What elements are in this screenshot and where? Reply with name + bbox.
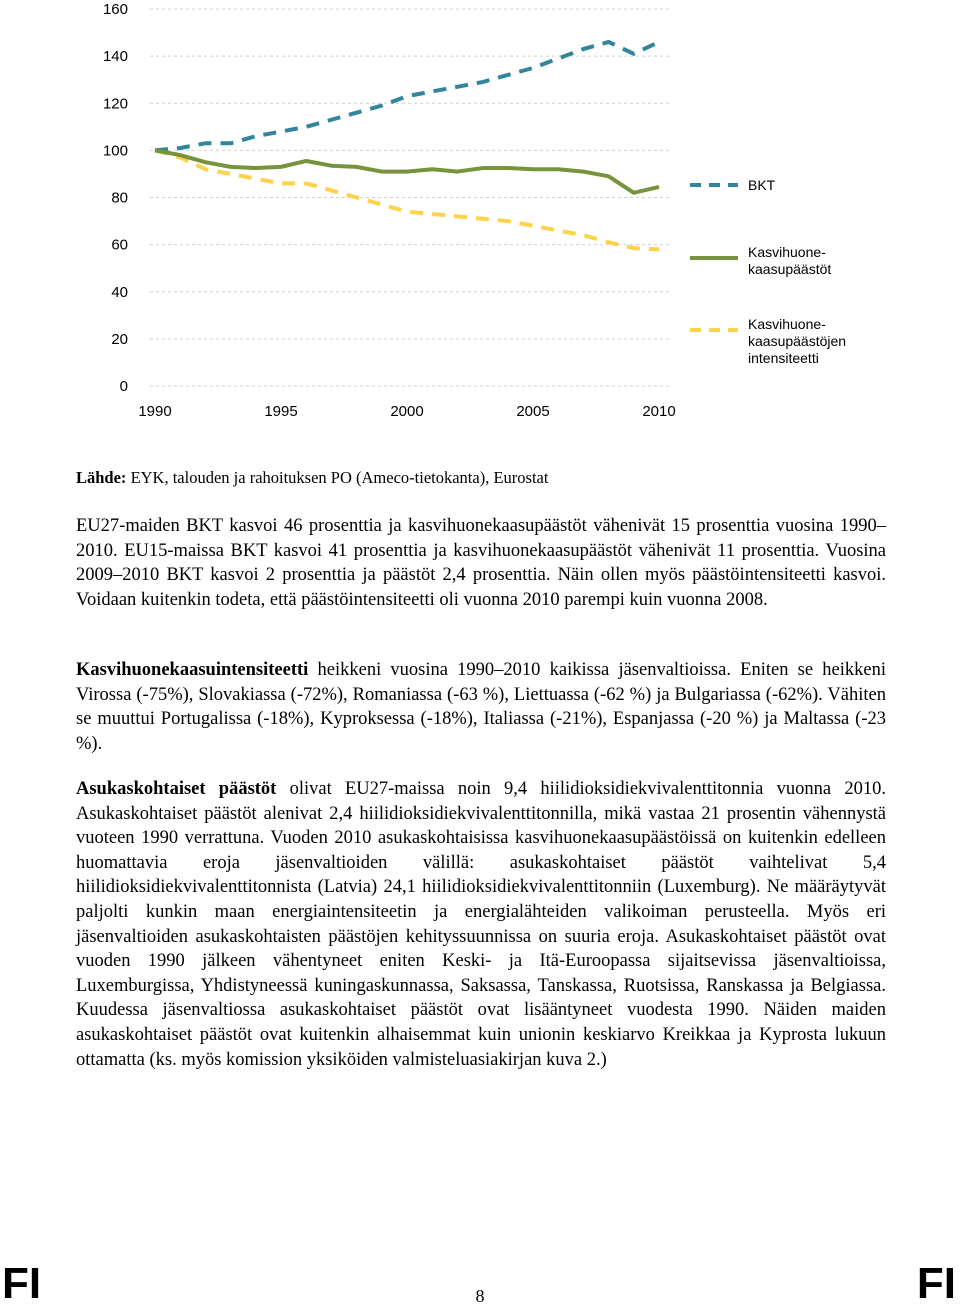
y-tick-label: 20 [111, 330, 128, 348]
source-label: Lähde: [76, 468, 127, 487]
paragraph-gdp-emissions: EU27-maiden BKT kasvoi 46 prosenttia ja kasvihuonekaasupäästöt vähenivät 15 prosenttia vuosina 1990–2010. EU15-maissa BKT kasvoi 41 prosenttia ja kasvihuonekaasupäästöt vähenivät 11 prosenttia. Vuosina 2009–2010 BKT kasvoi 2 prosenttia ja päästöt 2,4 prosenttia. Näin ollen myös päästöintensiteetti kasvoi. Voidaan kuitenkin todeta, että päästöintensiteetti oli vuonna 2010 parempi kuin vuonna 2008. [76, 516, 886, 610]
x-tick-label: 2000 [390, 403, 424, 420]
per-capita-text: olivat EU27-maissa noin 9,4 hiilidioksidiekvivalenttitonnia vuonna 2010. Asukaskohtaiset päästöt alenivat 2,4 hiilidioksidiekvivalenttitonnilla, mikä vastaa 21 prosentin vähennystä vuoteen 1990 verrattuna. Vuoden 2010 asukaskohtaisissa kasvihuonekaasupäästöissä on kuitenkin edelleen huomattavia eroja jäsenvaltioiden välillä: asukaskohtaiset päästöt vaihtelivat 5,4 hiilidioksidiekvivalenttitonnista (Latvia) 24,1 hiilidioksidiekvivalenttitonniin (Luxemburg). Ne määräytyvät paljolti kunkin maan energiaintensiteetin ja energialähteiden valikoiman perusteella. Myös eri jäsenvaltioiden asukaskohtaisten päästöjen kehityssuunnissa on suuria eroja. Asukaskohtaiset päästöt ovat vuoden 1990 jälkeen vähentyneet eniten Keski- ja Itä-Euroopassa sijaitsevissa jäsenvaltioissa, Luxemburgissa, Yhdistyneessä kuningaskunnassa, Saksassa, Tanskassa, Ruotsissa, Ranskassa ja Belgiassa. Kuudessa jäsenvaltiossa asukaskohtaiset päästöt ovat lisääntyneet vuodesta 1990. Näiden maiden asukaskohtaiset päästöt ovat kuitenkin alhaisemmat kuin unionin keskiarvo Kreikkaa ja Kyprosta lukuun ottamatta (ks. myös komission yksiköiden valmisteluasiakirjan kuva 2.) [76, 779, 886, 1070]
line-chart [0, 0, 960, 430]
y-tick-label: 60 [111, 236, 128, 254]
legend-label: kaasupäästöt [748, 261, 832, 277]
per-capita-term: Asukaskohtaiset päästöt [76, 779, 277, 799]
source-line [76, 468, 886, 488]
paragraph-intensity [76, 658, 886, 756]
y-tick-label: 140 [102, 48, 128, 66]
legend-label: Kasvihuone- [748, 316, 826, 332]
intensity-term: Kasvihuonekaasuintensiteetti [76, 660, 309, 680]
x-tick-label: 1990 [138, 403, 172, 420]
legend-label: BKT [748, 177, 776, 193]
x-tick-label: 1995 [264, 403, 298, 420]
y-tick-label: 120 [102, 95, 128, 113]
series-line [155, 150, 659, 192]
series-line [155, 42, 659, 150]
source-text: EYK, talouden ja rahoituksen PO (Ameco-tietokanta), Eurostat [126, 468, 549, 487]
x-axis-ticks [138, 403, 675, 420]
paragraph-per-capita [76, 777, 886, 1072]
legend-label: kaasupäästöjen [748, 333, 847, 349]
footer-language-right: FI [916, 1259, 956, 1308]
x-tick-label: 2010 [642, 403, 676, 420]
chart-legend [690, 177, 846, 366]
legend-label: Kasvihuone- [748, 244, 826, 260]
chart-gridlines [150, 9, 672, 386]
y-tick-label: 160 [102, 1, 128, 18]
y-tick-label: 100 [102, 142, 128, 160]
intensity-text: heikkeni vuosina 1990–2010 kaikissa jäsenvaltioissa. Eniten se heikkeni Virossa (-75%), Slovakiassa (-72%), Romaniassa (-63 %), Liettuassa (-62 %) ja Bulgariassa (-62%). Vähiten se muuttui Portugalissa (-18%), Kyproksessa (-18%), Italiassa (-21%), Espanjassa (-20 %) ja Maltassa (-23 %). [76, 660, 886, 754]
y-tick-label: 0 [119, 378, 128, 395]
y-axis-ticks [103, 1, 128, 395]
page-number: 8 [475, 1286, 485, 1306]
chart-series [155, 42, 659, 249]
y-tick-label: 40 [111, 283, 128, 301]
footer-language-left: FI [2, 1259, 42, 1308]
y-tick-label: 80 [111, 189, 128, 207]
legend-label: intensiteetti [748, 350, 819, 366]
x-tick-label: 2005 [516, 403, 550, 420]
